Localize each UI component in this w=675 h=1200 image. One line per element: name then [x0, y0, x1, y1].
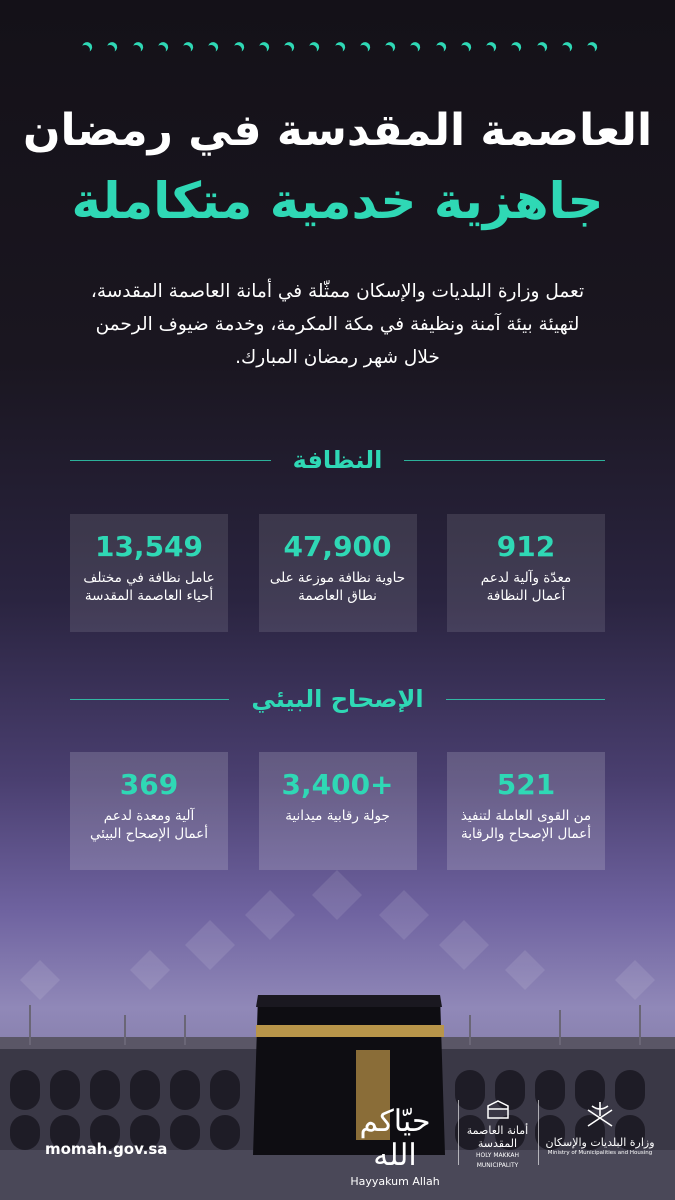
stat-value: 47,900 — [283, 530, 392, 563]
makkah-municipality-logo — [460, 1100, 535, 1170]
crescent-icon — [432, 44, 445, 57]
environment-section-label: الإصحاح البيئي — [251, 685, 424, 713]
crescent-icon — [205, 44, 218, 57]
stat-card-field-inspections — [259, 752, 417, 870]
pattern-diamond — [185, 920, 235, 970]
stat-description — [259, 569, 417, 605]
stat-description — [70, 569, 228, 605]
crescent-icon — [129, 44, 142, 57]
stat-desc-line: عامل نظافة في مختلف — [83, 570, 215, 586]
crescent-icon — [533, 44, 546, 57]
ministry-name-english: Ministry of Municipalities and Housing — [547, 1150, 653, 1156]
stat-desc-line: من القوى العاملة لتنفيذ — [460, 808, 592, 824]
makkah-name-arabic: أمانة العاصمة — [466, 1124, 529, 1137]
crescent-icon — [483, 44, 496, 57]
crescent-icon — [382, 44, 395, 57]
stat-card-workforce — [447, 752, 605, 870]
page-title: العاصمة المقدسة في رمضان — [22, 105, 653, 156]
cleaning-section-label: النظافة — [292, 446, 383, 474]
intro-paragraph — [60, 275, 615, 374]
crescent-icon — [104, 44, 117, 57]
website-link[interactable]: momah.gov.sa — [45, 1140, 168, 1158]
divider-line — [404, 460, 605, 461]
crescent-icon — [79, 44, 92, 57]
ministry-logo — [545, 1100, 655, 1157]
pattern-diamond — [312, 870, 362, 920]
makkah-name-arabic: المقدسة — [477, 1137, 518, 1150]
kaaba-gold-band — [256, 1025, 444, 1037]
stat-card-env-equipment — [70, 752, 228, 870]
crescent-icon — [306, 44, 319, 57]
stat-description — [70, 807, 228, 843]
cleaning-section-header — [70, 443, 605, 477]
stat-desc-line: حاوية نظافة موزعة على — [269, 570, 406, 586]
hayyakum-arabic: حيّاكم الله — [359, 1104, 431, 1173]
stat-description — [259, 807, 417, 825]
stat-value: 369 — [119, 768, 179, 801]
stat-desc-line: نطاق العاصمة — [298, 588, 377, 604]
page-subtitle: جاهزية خدمية متكاملة — [71, 172, 604, 230]
crescent-icon — [331, 44, 344, 57]
pattern-diamond — [379, 890, 429, 940]
makkah-name-english: MUNICIPALITY — [476, 1162, 519, 1169]
stat-description — [447, 569, 605, 605]
logo-divider — [538, 1100, 539, 1165]
crescent-icon — [407, 44, 420, 57]
stat-card-containers — [259, 514, 417, 632]
crescent-icon — [154, 44, 167, 57]
crescent-icon — [558, 44, 571, 57]
pattern-diamond — [439, 920, 489, 970]
stat-card-cleaning-workers — [70, 514, 228, 632]
divider-line — [70, 460, 271, 461]
crescent-icon — [457, 44, 470, 57]
environment-stats — [70, 752, 605, 870]
crescent-icon — [180, 44, 193, 57]
makkah-name-english: HOLY MAKKAH — [475, 1152, 519, 1159]
intro-line: تعمل وزارة البلديات والإسكان ممثّلة في أمانة العاصمة المقدسة، — [90, 281, 585, 302]
crescent-icon — [508, 44, 521, 57]
stat-desc-line: معدّة وآلية لدعم — [480, 570, 572, 586]
intro-line: لتهيئة بيئة آمنة ونظيفة في مكة المكرمة، وخدمة ضيوف الرحمن — [95, 314, 580, 335]
environment-section-header — [70, 682, 605, 716]
stat-desc-line: آلية ومعدة لدعم — [103, 808, 195, 824]
divider-line — [70, 699, 229, 700]
cleaning-stats — [70, 514, 605, 632]
stat-desc-line: أحياء العاصمة المقدسة — [84, 588, 214, 604]
saudi-emblem-icon — [582, 1100, 618, 1128]
pattern-diamond — [245, 890, 295, 940]
crescent-icon — [584, 44, 597, 57]
stat-value: 3,400+ — [281, 768, 394, 801]
crescent-icon — [230, 44, 243, 57]
crescent-icon — [255, 44, 268, 57]
hayyakum-english: Hayyakum Allah — [350, 1175, 440, 1188]
hayyakum-allah-logo — [335, 1105, 455, 1188]
stat-card-cleaning-equipment — [447, 514, 605, 632]
ministry-name-arabic: وزارة البلديات والإسكان — [545, 1136, 655, 1149]
stat-desc-line: أعمال الإصحاح البيئي — [90, 826, 208, 842]
stat-value: 521 — [496, 768, 556, 801]
stat-description — [447, 807, 605, 843]
crescent-ornament-row — [80, 40, 595, 60]
kaaba-emblem-icon — [487, 1100, 509, 1120]
stat-value: 13,549 — [94, 530, 204, 563]
crescent-icon — [356, 44, 369, 57]
stat-value: 912 — [496, 530, 556, 563]
kaaba-top — [256, 995, 442, 1007]
divider-line — [446, 699, 605, 700]
stat-desc-line: أعمال الإصحاح والرقابة — [461, 826, 591, 842]
logo-divider — [458, 1100, 459, 1165]
stat-desc-line: جولة رقابية ميدانية — [285, 808, 390, 824]
intro-line: خلال شهر رمضان المبارك. — [235, 347, 440, 368]
stat-desc-line: أعمال النظافة — [486, 588, 566, 604]
crescent-icon — [281, 44, 294, 57]
